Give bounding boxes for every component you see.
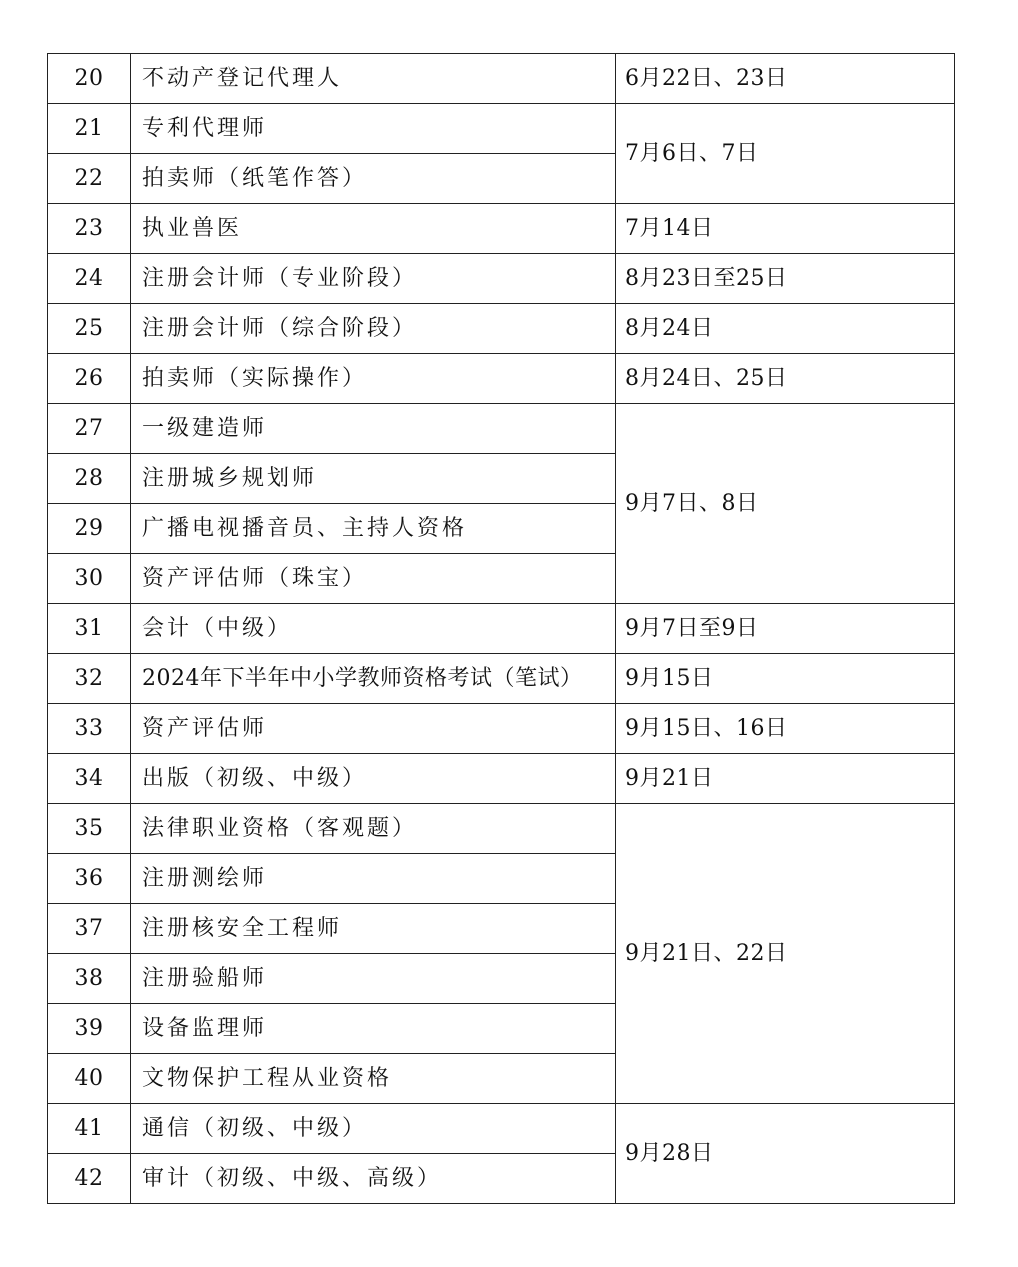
row-number: 40 (48, 1054, 131, 1104)
row-number: 27 (48, 404, 131, 454)
table-row (48, 304, 955, 354)
exam-date: 9月15日、16日 (616, 704, 955, 754)
row-number: 30 (48, 554, 131, 604)
exam-name: 注册验船师 (131, 954, 616, 1004)
exam-name: 拍卖师（实际操作） (131, 354, 616, 404)
exam-name: 执业兽医 (131, 204, 616, 254)
row-number: 20 (48, 54, 131, 104)
table-row (48, 604, 955, 654)
exam-name: 拍卖师（纸笔作答） (131, 154, 616, 204)
row-number: 32 (48, 654, 131, 704)
exam-name: 文物保护工程从业资格 (131, 1054, 616, 1104)
table-row (48, 354, 955, 404)
exam-date: 8月24日、25日 (616, 354, 955, 404)
exam-name: 一级建造师 (131, 404, 616, 454)
table-row (48, 54, 955, 104)
exam-date: 9月15日 (616, 654, 955, 704)
table-row (48, 754, 955, 804)
exam-name: 出版（初级、中级） (131, 754, 616, 804)
row-number: 33 (48, 704, 131, 754)
table-row (48, 404, 955, 454)
exam-name: 广播电视播音员、主持人资格 (131, 504, 616, 554)
row-number: 42 (48, 1154, 131, 1204)
row-number: 35 (48, 804, 131, 854)
exam-name: 不动产登记代理人 (131, 54, 616, 104)
row-number: 23 (48, 204, 131, 254)
exam-date: 6月22日、23日 (616, 54, 955, 104)
exam-name: 注册城乡规划师 (131, 454, 616, 504)
exam-date: 9月21日、22日 (616, 804, 955, 1104)
row-number: 28 (48, 454, 131, 504)
row-number: 34 (48, 754, 131, 804)
exam-date: 8月23日至25日 (616, 254, 955, 304)
table-row (48, 654, 955, 704)
exam-schedule-table (47, 53, 955, 1204)
table-row (48, 104, 955, 154)
exam-date: 9月7日至9日 (616, 604, 955, 654)
exam-name: 注册测绘师 (131, 854, 616, 904)
exam-name: 审计（初级、中级、高级） (131, 1154, 616, 1204)
exam-date: 9月7日、8日 (616, 404, 955, 604)
exam-name: 资产评估师 (131, 704, 616, 754)
exam-date: 9月21日 (616, 754, 955, 804)
row-number: 25 (48, 304, 131, 354)
table-row (48, 254, 955, 304)
exam-date: 8月24日 (616, 304, 955, 354)
row-number: 22 (48, 154, 131, 204)
row-number: 41 (48, 1104, 131, 1154)
exam-name: 法律职业资格（客观题） (131, 804, 616, 854)
row-number: 37 (48, 904, 131, 954)
row-number: 21 (48, 104, 131, 154)
table-row (48, 1104, 955, 1154)
exam-name: 会计（中级） (131, 604, 616, 654)
exam-date: 7月6日、7日 (616, 104, 955, 204)
table-row (48, 804, 955, 854)
table-row (48, 204, 955, 254)
exam-date: 7月14日 (616, 204, 955, 254)
row-number: 26 (48, 354, 131, 404)
exam-name: 注册核安全工程师 (131, 904, 616, 954)
row-number: 24 (48, 254, 131, 304)
exam-date: 9月28日 (616, 1104, 955, 1204)
row-number: 31 (48, 604, 131, 654)
row-number: 29 (48, 504, 131, 554)
exam-name: 资产评估师（珠宝） (131, 554, 616, 604)
exam-name: 设备监理师 (131, 1004, 616, 1054)
exam-name: 2024年下半年中小学教师资格考试（笔试） (131, 654, 616, 704)
table-row (48, 704, 955, 754)
row-number: 39 (48, 1004, 131, 1054)
exam-name: 注册会计师（综合阶段） (131, 304, 616, 354)
exam-name: 通信（初级、中级） (131, 1104, 616, 1154)
row-number: 38 (48, 954, 131, 1004)
row-number: 36 (48, 854, 131, 904)
exam-schedule-body (48, 54, 955, 1204)
exam-name: 专利代理师 (131, 104, 616, 154)
exam-name: 注册会计师（专业阶段） (131, 254, 616, 304)
